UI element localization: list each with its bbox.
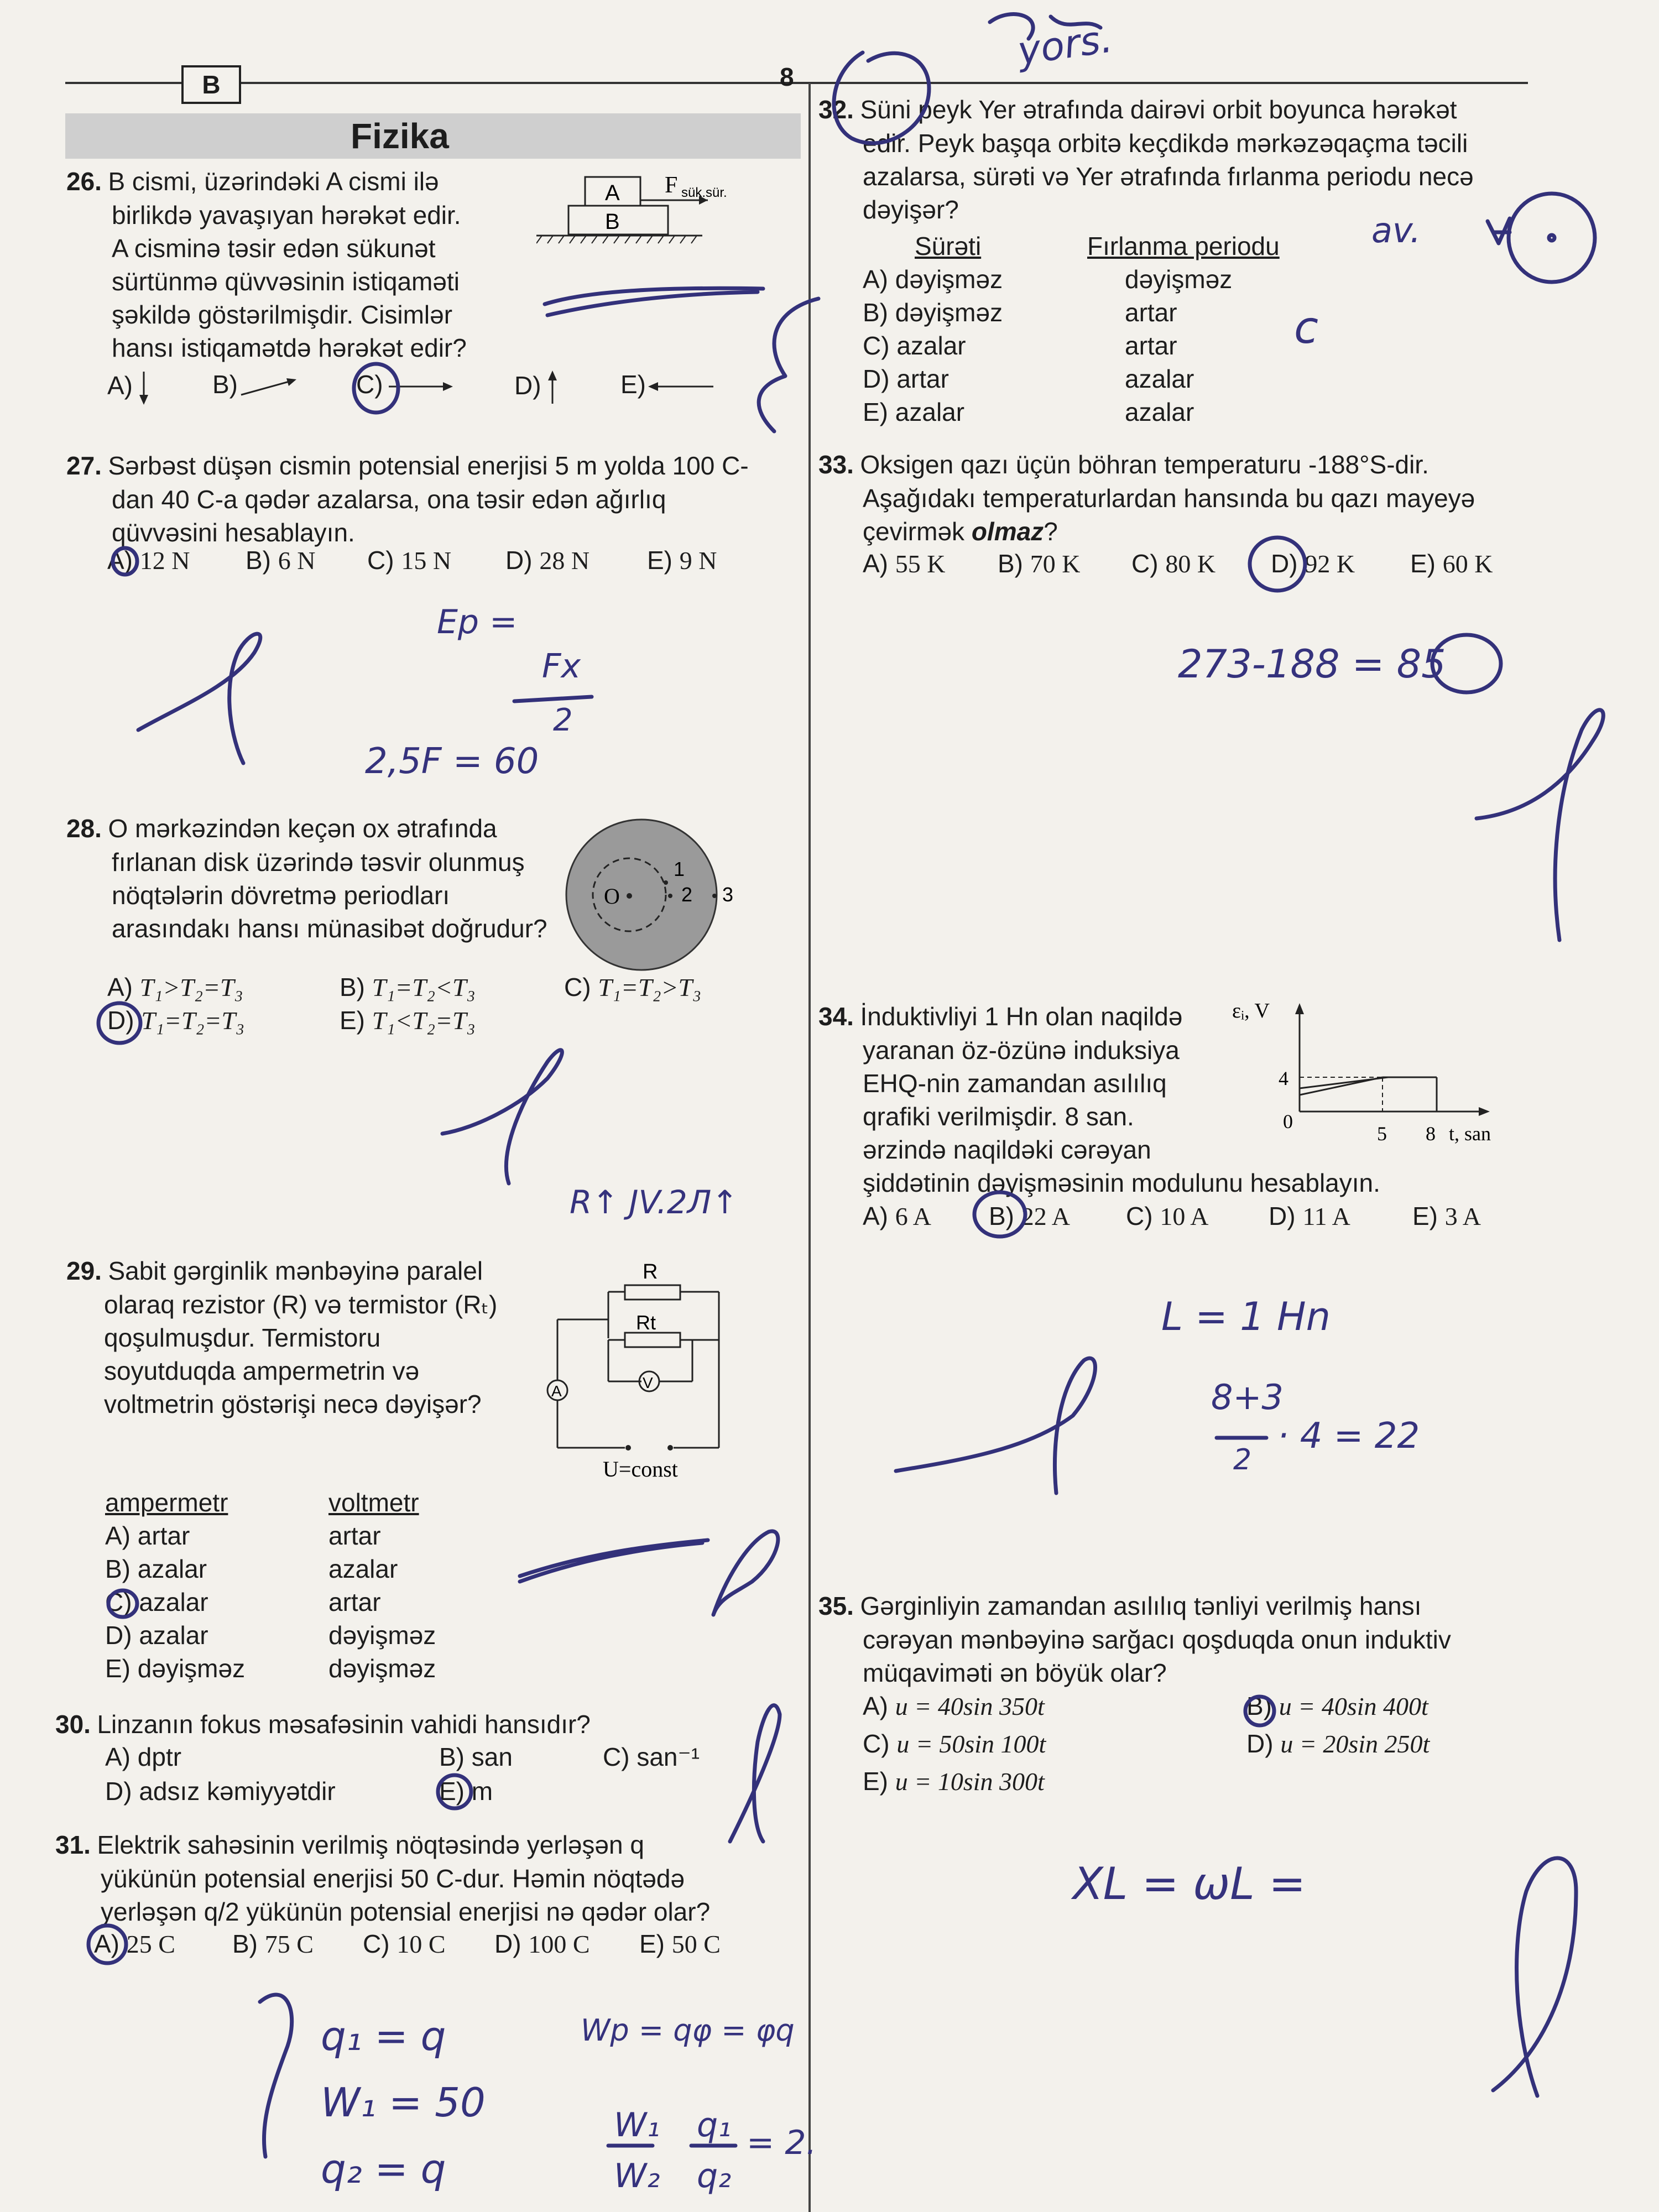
q29-option-b-voltmeter: azalar [328,1554,398,1583]
q27-option-b[interactable]: B) 6 N [246,546,316,575]
ink-brace-q26 [759,299,818,431]
block-a-label: A [605,181,620,205]
x-tick-5: 5 [1377,1123,1387,1145]
q26-line-2: A cisminə təsir edən sükunət [112,234,436,263]
hand-q31-work-6: W₂ [614,2157,660,2195]
hand-q32-answer: c [1294,302,1318,353]
q30-option-c[interactable]: C) san⁻¹ [603,1743,700,1771]
q28-option-d[interactable]: D) T₁=T₂=T₃ [107,1006,245,1035]
q31-number: 31. [55,1830,91,1859]
q29-option-a[interactable]: A) artar [105,1521,190,1550]
q27-line-1: dan 40 C-a qədər azalarsa, ona təsir edən ağırlıq [112,485,666,514]
q34-option-d[interactable]: D) 11 A [1269,1202,1350,1230]
q26-line-0: 26. B cismi, üzərindəki A cismi ilə [66,167,439,196]
hand-q33-work: 273-188 = 85 [1178,641,1446,687]
q30-number: 30. [55,1710,91,1739]
q27-line-2: qüvvəsini hesablayın. [112,518,355,547]
hand-q35-work: XL = ωL = [1073,1858,1306,1910]
q31-option-e[interactable]: E) 50 C [639,1929,721,1958]
q32-col-header-period: Fırlanma periodu [1087,232,1280,260]
q33-line-1: Aşağıdakı temperaturlardan hansında bu qazı mayeyə [863,484,1475,513]
q32-option-a-period: dəyişməz [1125,265,1233,294]
q29-line-4: voltmetrin göstərişi necə dəyişər? [104,1390,482,1418]
point-3-label: 3 [722,883,734,906]
q34-option-a[interactable]: A) 6 A [863,1202,931,1230]
hand-q31-work-2: W₁ = 50 [321,2079,486,2126]
q29-number: 29. [66,1256,102,1285]
q35-line-2: müqaviməti ən böyük olar? [863,1658,1167,1687]
q32-option-c-period: artar [1125,331,1177,360]
q31-option-a[interactable]: A) 25 C [94,1929,175,1958]
ink-mark-q30-e [438,1775,471,1808]
q31-line-2: yerləşən q/2 yükünün potensial enerjisi nə qədər olar? [101,1897,711,1926]
hand-q28-note: R↑ JV.2Л↑ [570,1183,739,1221]
q26-line-5: hansı istiqamətdə hərəkət edir? [112,333,467,362]
ink-mark-q26-c [354,364,398,413]
ink-loop-q34 [896,1358,1095,1493]
q33-number: 33. [818,450,854,479]
q27-option-e[interactable]: E) 9 N [647,546,717,575]
q29-line-1: olaraq rezistor (R) və termistor (Rₜ) [104,1290,498,1319]
q26-line-3: sürtünmə qüvvəsinin istiqaməti [112,267,460,296]
hand-q34-work-4: · 4 = 22 [1277,1416,1420,1457]
ink-mark-q28-d [98,1003,140,1043]
hand-q34-work-3: 2 [1233,1443,1252,1477]
graph-ylabel: εᵢ, V [1232,999,1270,1022]
x-tick-8: 8 [1426,1123,1436,1145]
q31-option-c[interactable]: C) 10 C [363,1929,446,1958]
q34-line-1: yaranan öz-özünə induksiya [863,1036,1180,1065]
hand-q27-work-1: Ep = [437,603,518,641]
resistor-label: R [643,1260,658,1284]
q32-line-0: Süni peyk Yer ətrafında dairəvi orbit boyunca hərəkət [860,95,1457,124]
q30-option-a[interactable]: A) dptr [105,1743,182,1771]
hand-q27-work-2: Fx [542,647,581,686]
hand-q31-work-1: q₁ = q [321,2013,446,2059]
q29-option-e-voltmeter: dəyişməz [328,1654,436,1683]
q27-option-a[interactable]: A) 12 N [107,546,190,575]
q32-option-c[interactable]: C) azalar [863,331,966,360]
ink-loop-q28 [442,1050,562,1183]
origin-label: 0 [1283,1110,1293,1133]
center-label: O [604,884,620,909]
q29-option-d-voltmeter: dəyişməz [328,1621,436,1650]
q32-option-a[interactable]: A) dəyişməz [863,265,1003,294]
q32-col-header-speed: Sürəti [915,232,982,260]
q33-option-b[interactable]: B) 70 K [998,549,1081,578]
force-label: F [665,173,678,198]
ink-mark-q33-d [1250,538,1305,591]
q35-line-0: Gərginliyin zamandan asılılıq tənliyi verilmiş hansı [860,1592,1422,1620]
ink-mark-q27-a [113,548,137,575]
page-number: 8 [780,62,794,91]
q29-option-b[interactable]: B) azalar [105,1554,207,1583]
q33-option-a[interactable]: A) 55 K [863,549,946,578]
q32-line-3: dəyişər? [863,195,959,224]
q28-line-0: O mərkəzindən keçən ox ətrafında [108,814,497,843]
ink-mark-q31-a [88,1926,126,1963]
q28-option-e[interactable]: E) T₁<T₂=T₃ [340,1006,476,1035]
hand-q32-note: av. [1371,210,1421,251]
q29-option-d[interactable]: D) azalar [105,1621,208,1650]
q29-line-2: qoşulmuşdur. Termistoru [104,1323,381,1352]
graph-xlabel: t, san [1449,1123,1491,1145]
hand-q31-work-9: = 2. [747,2124,817,2162]
q28-option-b[interactable]: B) T₁=T₂<T₃ [340,973,476,1001]
q32-option-d-period: azalar [1125,364,1194,393]
point-1-label: 1 [674,858,685,880]
ink-strike-q26 [545,288,763,315]
variant-label: B [202,70,221,99]
q34-line-4: ərzində naqildəki cərəyan [863,1135,1151,1164]
q29-line-3: soyutduqda ampermetrin və [104,1357,420,1385]
q31-option-d[interactable]: D) 100 C [494,1929,590,1958]
hand-top-scrawl: yors. [1015,15,1115,74]
ink-circle-top [834,53,929,143]
block-b-label: B [605,210,620,234]
q27-line-0: Sərbəst düşən cismin potensial enerjisi 5 m yolda 100 C- [108,451,749,480]
hand-q34-work-1: L = 1 Hn [1161,1294,1331,1339]
hand-q27-work-3: 2 [553,702,573,738]
hand-q31-work-7: q₁ [697,2106,732,2145]
q29-col-header-voltmeter: voltmetr [328,1488,419,1517]
q33-line-0: Oksigen qazı üçün böhran temperaturu -188°S-dir. [860,450,1429,479]
q33-option-e[interactable]: E) 60 K [1410,549,1493,578]
q32-line-1: edir. Peyk başqa orbitə keçdikdə mərkəzəqaçma təcili [863,129,1468,158]
q34-line-2: EHQ-nin zamandan asılılıq [863,1069,1167,1098]
q34-line-5: şiddətinin dəyişməsinin modulunu hesablayın. [863,1168,1380,1197]
hand-q27-work-4: 2,5F = 60 [365,741,539,782]
q28-number: 28. [66,814,102,843]
q32-option-b-period: artar [1125,298,1177,327]
q35-option-c[interactable]: C) u = 50sin 100t [863,1729,1046,1758]
hand-q31-work-5: W₁ [614,2106,660,2145]
q31-line-0: Elektrik sahəsinin verilmiş nöqtəsində yerləşən q [97,1830,644,1859]
q31-line-1: yükünün potensial enerjisi 50 C-dur. Həmin nöqtədə [101,1864,685,1893]
ink-circle-q32 [1509,194,1595,282]
q35-option-a[interactable]: A) u = 40sin 350t [863,1692,1045,1720]
q34-option-b[interactable]: B) 22 A [989,1202,1070,1230]
force-subscript: sük.sür. [681,185,727,200]
ink-loop-q27 [138,634,260,763]
q33-option-c[interactable]: C) 80 K [1131,549,1216,578]
q28-line-2: nöqtələrin dövretmə periodları [112,881,450,910]
q28-line-1: fırlanan disk üzərində təsvir olunmuş [112,848,525,877]
ink-loop-q29 [713,1531,778,1615]
ink-loop-q33 [1477,710,1603,940]
hand-q31-work-4: Wp = qφ = φq [581,2013,795,2048]
hand-q31-work-8: q₂ [697,2157,732,2195]
subject-title: Fizika [351,116,449,156]
q29-option-e[interactable]: E) dəyişməz [105,1654,246,1683]
q26-option-b[interactable]: B) [212,369,299,400]
q26-line-4: şəkildə göstərilmişdir. Cisimlər [112,300,453,329]
q32-number: 32. [818,95,854,124]
q32-line-2: azalarsa, sürəti və Yer ətrafında fırlanma periodu necə [863,162,1474,191]
ink-frac-q27 [514,697,592,701]
q28-option-c[interactable]: C) T₁=T₂>T₃ [564,973,702,1001]
q27-option-c[interactable]: C) 15 N [367,546,452,575]
q34-option-c[interactable]: C) 10 A [1126,1202,1209,1230]
q26-option-e[interactable]: E) [620,369,718,399]
ink-loop-q35 [1493,1858,1576,2096]
source-label: U=const [603,1457,678,1481]
q34-number: 34. [818,1002,854,1031]
q26-option-c[interactable]: C) [356,369,455,399]
q32-option-b[interactable]: B) dəyişməz [863,298,1003,327]
q32-option-e-period: azalar [1125,398,1194,426]
ink-strike-q29 [520,1540,708,1582]
q27-number: 27. [66,451,102,480]
q32-option-e[interactable]: E) azalar [863,398,965,426]
q32-option-d[interactable]: D) artar [863,364,949,393]
q35-option-d[interactable]: D) u = 20sin 250t [1246,1729,1430,1758]
q31-option-b[interactable]: B) 75 C [232,1929,314,1958]
q29-line-0: Sabit gərginlik mənbəyinə paralel [108,1256,483,1285]
q30-line-0: Linzanın fokus məsafəsinin vahidi hansıdır? [97,1710,591,1739]
q28-option-a[interactable]: A) T₁>T₂=T₃ [107,973,243,1001]
q35-line-1: cərəyan mənbəyinə sarğacı qoşduqda onun induktiv [863,1625,1451,1654]
ink-mark-q29-c [108,1590,137,1617]
q35-number: 35. [818,1592,854,1620]
voltmeter-label: V [643,1374,653,1391]
q29-option-a-voltmeter: artar [328,1521,381,1550]
q33-option-d[interactable]: D) 92 K [1271,549,1355,578]
q30-option-b[interactable]: B) san [439,1743,513,1771]
q33-line-2: çevirmək olmaz? [863,517,1058,546]
q27-option-d[interactable]: D) 28 N [505,546,590,575]
q26-line-1: birlikdə yavaşıyan hərəkət edir. [112,201,461,229]
q35-option-b[interactable]: B) u = 40sin 400t [1246,1692,1428,1720]
q34-option-e[interactable]: E) 3 A [1412,1202,1481,1230]
ink-mark-q35-b [1245,1697,1274,1725]
ink-loop-q30 [730,1705,780,1841]
y-tick-4: 4 [1279,1067,1288,1089]
q29-option-c-voltmeter: artar [328,1588,381,1616]
q35-option-e[interactable]: E) u = 10sin 300t [863,1767,1045,1796]
q29-col-header-ammeter: ampermetr [105,1488,228,1517]
q30-option-d[interactable]: D) adsız kəmiyyətdir [105,1777,336,1806]
ammeter-label: A [551,1383,562,1400]
hand-q34-work-2: 8+3 [1211,1377,1284,1417]
ink-loop-q31 [260,1995,292,2157]
q34-line-3: qrafiki verilmişdir. 8 san. [863,1102,1134,1131]
ink-mark-q34-b [974,1192,1025,1237]
q29-option-c[interactable]: C) azalar [105,1588,208,1616]
q28-line-3: arasındakı hansı münasibət doğrudur? [112,914,547,943]
q34-line-0: İnduktivliyi 1 Hn olan naqildə [860,1002,1183,1031]
point-2-label: 2 [681,883,693,906]
q26-option-d[interactable]: D) [514,369,564,406]
q26-number: 26. [66,167,102,196]
hand-q31-work-3: q₂ = q [321,2146,446,2192]
q30-option-e[interactable]: E) m [439,1777,493,1806]
q26-option-a[interactable]: A) [107,369,155,406]
thermistor-label: Rt [636,1311,656,1334]
